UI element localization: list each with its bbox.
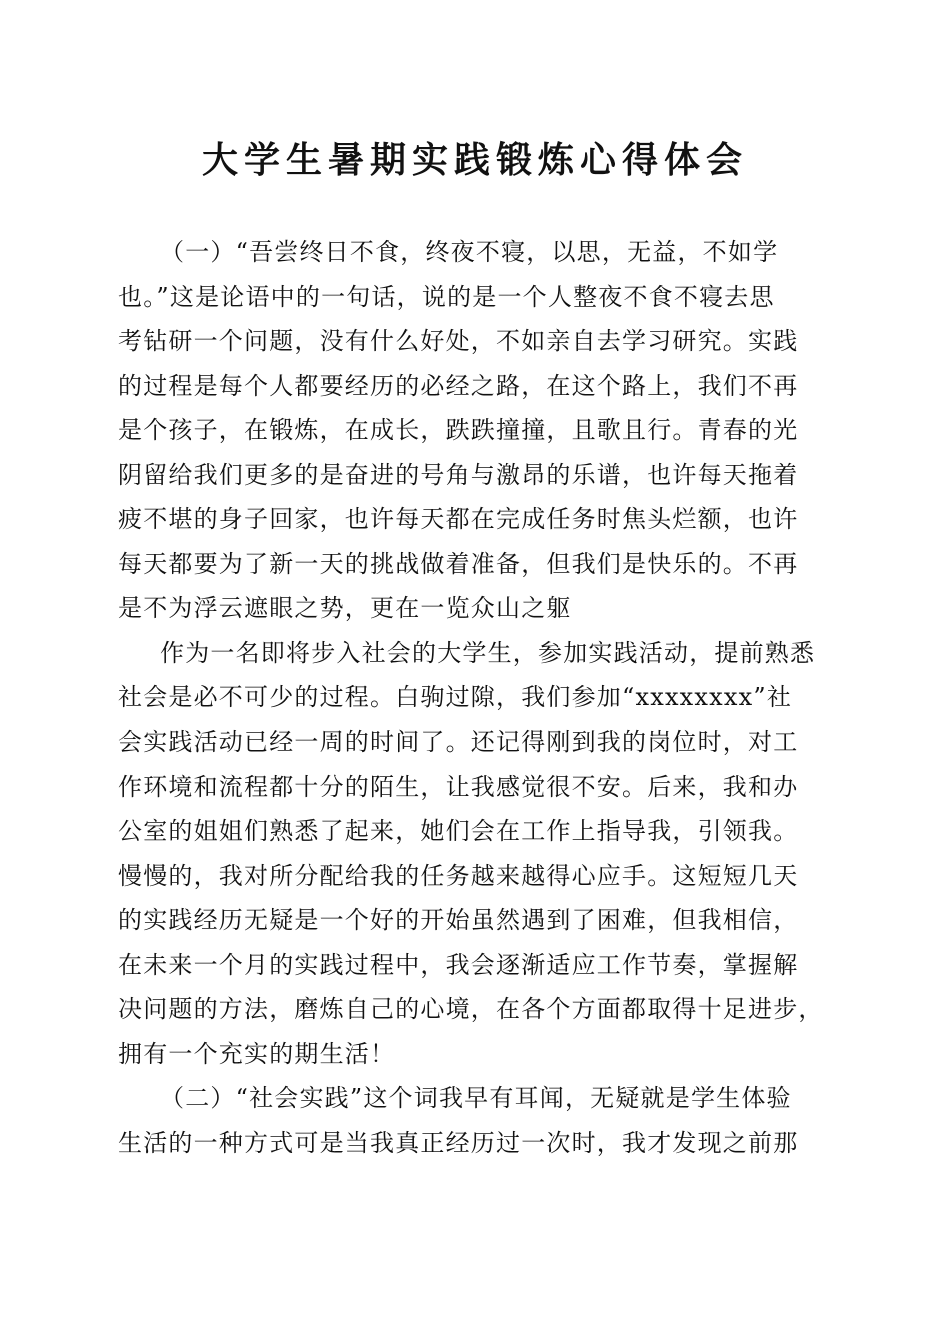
paragraph-line: 在未来一个月的实践过程中，我会逐渐适应工作节奏，掌握解	[118, 950, 799, 979]
paragraph-line: 疲不堪的身子回家，也许每天都在完成任务时焦头烂额，也许	[118, 505, 799, 534]
document-body	[118, 230, 838, 1165]
paragraph-line: （一）“吾尝终日不食，终夜不寝，以思，无益，不如学	[160, 238, 779, 266]
document-title: 大学生暑期实践锻炼心得体会	[201, 139, 748, 181]
paragraph-line: 每天都要为了新一天的挑战做着准备，但我们是快乐的。不再	[118, 549, 799, 578]
paragraph-line: 是不为浮云遮眼之势，更在一览众山之躯	[118, 594, 572, 623]
paragraph-line: 的实践经历无疑是一个好的开始虽然遇到了困难，但我相信，	[118, 906, 799, 935]
paragraph-line: 也。”这是论语中的一句话，说的是一个人整夜不食不寝去思	[118, 282, 775, 311]
paragraph-line: 阴留给我们更多的是奋进的号角与激昂的乐谱，也许每天拖着	[118, 460, 799, 489]
paragraph-line: 决问题的方法，磨炼自己的心境，在各个方面都取得十足进步，	[118, 995, 824, 1024]
paragraph-line: 作为一名即将步入社会的大学生，参加实践活动，提前熟悉	[160, 638, 816, 667]
paragraph-line: 拥有一个充实的期生活！	[118, 1039, 396, 1068]
paragraph-line: 会实践活动已经一周的时间了。还记得刚到我的岗位时，对工	[118, 728, 799, 757]
paragraph-line: 考钻研一个问题，没有什么好处，不如亲自去学习研究。实践	[118, 327, 799, 356]
paragraph-line: 是个孩子，在锻炼，在成长，跌跌撞撞，且歌且行。青春的光	[118, 416, 799, 445]
paragraph-line: 作环境和流程都十分的陌生，让我感觉很不安。后来，我和办	[118, 772, 799, 801]
paragraph-line: 生活的一种方式可是当我真正经历过一次时，我才发现之前那	[118, 1128, 799, 1157]
paragraph-line: 社会是必不可少的过程。白驹过隙，我们参加“xxxxxxxx”社	[118, 683, 793, 712]
paragraph-line: （二）“社会实践”这个词我早有耳闻，无疑就是学生体验	[160, 1084, 792, 1113]
paragraph-line: 公室的姐姐们熟悉了起来，她们会在工作上指导我，引领我。	[118, 817, 799, 846]
paragraph-line: 的过程是每个人都要经历的必经之路，在这个路上，我们不再	[118, 371, 799, 400]
paragraph-line: 慢慢的，我对所分配给我的任务越来越得心应手。这短短几天	[118, 861, 799, 890]
